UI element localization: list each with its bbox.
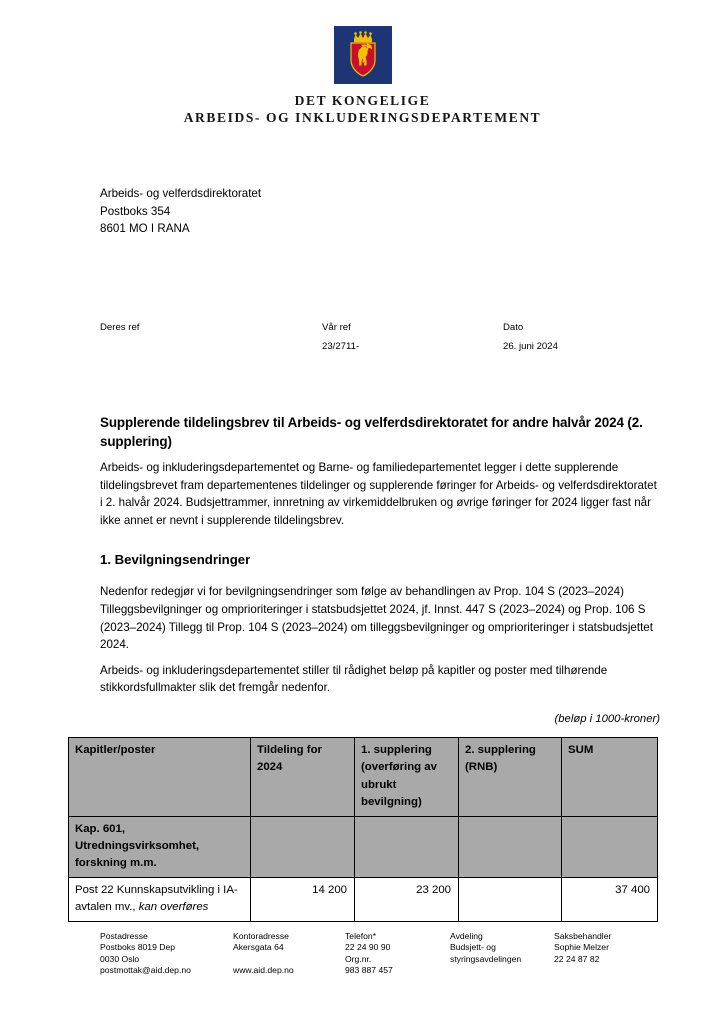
footer-kontoradresse-label: Kontoradresse (233, 931, 289, 941)
footer-telefon-label: Telefon* (345, 931, 377, 941)
reference-dato-label: Dato (503, 322, 524, 333)
footer-kontoradresse-line1: Akersgata 64 (233, 942, 284, 953)
footer-telefon-number: 22 24 90 90 (345, 942, 391, 953)
table-cell-post-label (69, 877, 251, 921)
table-cell-group-sum (562, 816, 658, 877)
footer-avdeling-label: Avdeling (450, 931, 483, 941)
footer-postadresse-line2: 0030 Oslo (100, 953, 140, 964)
letterhead (0, 26, 725, 126)
table-header-kapitler-poster: Kapitler/poster (69, 738, 251, 817)
table-header-supplering-2: 2. supplering (RNB) (459, 738, 562, 817)
department-line-royal: DET KONGELIGE (294, 93, 431, 108)
table-cell-post-sum: 37 400 (562, 877, 658, 921)
reference-dato-value: 26. juni 2024 (503, 341, 558, 352)
table-header-supplering-1: 1. supplering (overføring av ubrukt bevilgning) (355, 738, 459, 817)
budget-table (68, 737, 658, 922)
table-cell-post-supplering-1: 23 200 (355, 877, 459, 921)
table-cell-group-supplering-2 (459, 816, 562, 877)
reference-deres-ref-label: Deres ref (100, 322, 140, 333)
recipient-city: 8601 MO I RANA (100, 222, 190, 235)
section-heading-bevilgningsendringer: 1. Bevilgningsendringer (100, 552, 251, 568)
footer-postadresse-line1: Postboks 8019 Dep (100, 942, 176, 953)
footer-column-saksbehandler (554, 931, 611, 965)
footer-column-postadresse (100, 931, 191, 977)
footer-kontoradresse-website[interactable]: www.aid.dep.no (233, 965, 294, 976)
footer-kontoradresse-line2 (233, 954, 294, 965)
footer-column-kontoradresse (233, 931, 294, 977)
footer-orgnr-value: 983 887 457 (345, 965, 393, 976)
footer-orgnr-label: Org.nr. (345, 953, 372, 964)
table-cell-post-tildeling: 14 200 (251, 877, 355, 921)
reference-var-ref (322, 318, 359, 356)
footer-saksbehandler-phone: 22 24 87 82 (554, 953, 600, 964)
recipient-name: Arbeids- og velferdsdirektoratet (100, 187, 262, 200)
intro-paragraph: Arbeids- og inkluderingsdepartementet og Barne- og familiedepartementet legger i dette supplerende tildelingsbrevet fram departementenes tildelinger og supplerende føringer for Arbeids- og velferdsdirektoratet i 2. halvår 2024. Budsjettrammer, innretning av virkemiddelbruken og øvrige føringer for 2024 ligger fast når ikke annet er nevnt i supplerende tildelingsbrev. (100, 461, 657, 527)
section1-paragraph-1: Nedenfor redegjør vi for bevilgningsendringer som følge av behandlingen av Prop. 104 S (2023–2024) Tilleggsbevilgninger og omprioriteringer i statsbudsjettet 2024, jf. Innst. 447 S (2023–2024) og Prop. 106 S (2023–2024) Tillegg til Prop. 104 S (2023–2024) om tilleggsbevilgninger og omprioriteringer i statsbudsjettet 2024. (100, 585, 653, 652)
table-cell-post-supplering-2 (459, 877, 562, 921)
footer-postadresse-email[interactable]: postmottak@aid.dep.no (100, 965, 191, 976)
reference-var-ref-label: Vår ref (322, 322, 351, 333)
amount-unit-note: (beløp i 1000-kroner) (554, 712, 660, 725)
table-row (69, 816, 658, 877)
footer-saksbehandler-label: Saksbehandler (554, 931, 612, 941)
table-header-tildeling-2024: Tildeling for 2024 (251, 738, 355, 817)
table-row (69, 877, 658, 921)
footer-column-telefon (345, 931, 393, 977)
reference-deres-ref (100, 318, 139, 337)
footer-postadresse-label: Postadresse (100, 931, 148, 941)
post-label-text: Post 22 Kunnskapsutvikling i IA-avtalen mv., (75, 883, 238, 914)
table-cell-group-supplering-1 (355, 816, 459, 877)
table-header-row (69, 738, 658, 817)
section1-paragraph-2: Arbeids- og inkluderingsdepartementet stiller til rådighet beløp på kapitler og poster med tilhørende stikkordsfullmakter slik det fremgår nedenfor. (100, 663, 608, 695)
table-cell-group-label: Kap. 601, Utredningsvirksomhet, forskning m.m. (69, 816, 251, 877)
recipient-address-block (100, 185, 261, 238)
document-body (100, 414, 660, 727)
recipient-postbox: Postboks 354 (100, 204, 171, 218)
table-cell-group-tildeling (251, 816, 355, 877)
reference-dato (503, 318, 558, 356)
footer-avdeling-line2: styringsavdelingen (450, 953, 522, 964)
table-header-sum: SUM (562, 738, 658, 817)
post-label-stikkord: kan overføres (138, 901, 209, 914)
footer-column-avdeling (450, 931, 521, 965)
footer-saksbehandler-name: Sophie Melzer (554, 942, 609, 953)
department-line-name: ARBEIDS- OG INKLUDERINGSDEPARTEMENT (183, 110, 542, 125)
footer-avdeling-line1: Budsjett- og (450, 942, 496, 953)
reference-var-ref-value: 23/2711- (322, 341, 360, 352)
page-title: Supplerende tildelingsbrev til Arbeids- og velferdsdirektoratet for andre halvår 2024 (2. supplering) (100, 415, 643, 449)
coat-of-arms-icon (334, 26, 392, 84)
